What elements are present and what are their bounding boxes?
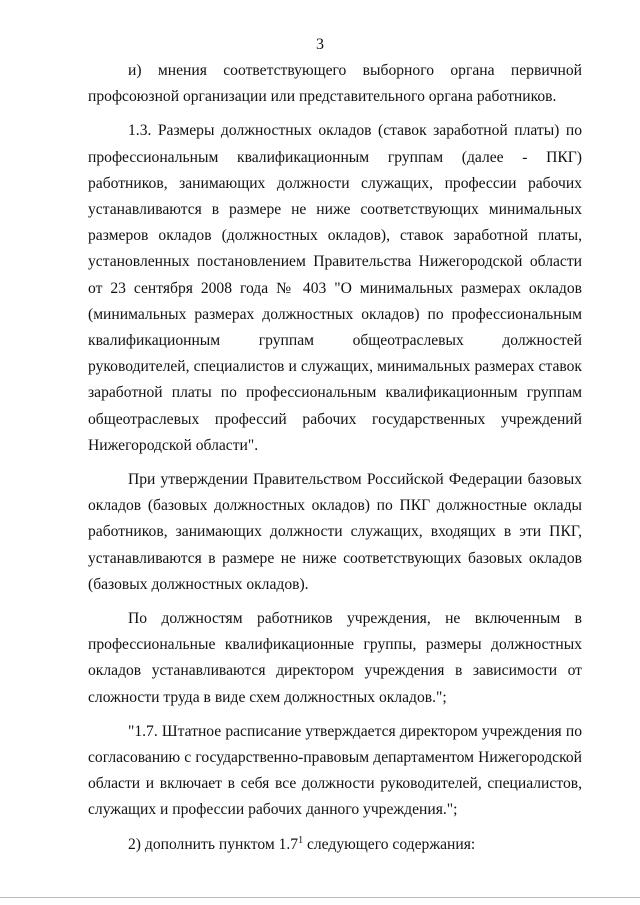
paragraph-section-1-7: "1.7. Штатное расписание утверждается директором учреждения по согласованию с государственно-правовым департаментом Нижегородской области и включает в себя все должности руководителей, специалистов, служащих и профессии рабочих данного учреждения."; bbox=[88, 722, 582, 819]
document-body bbox=[88, 58, 582, 858]
paragraph-unlisted-positions: По должностям работников учреждения, не включенным в профессиональные квалификационные группы, размеры должностных окладов устанавливаются директором учреждения в зависимости от сложности труда в виде схем должностных окладов."; bbox=[88, 610, 582, 706]
item-2-suffix: следующего содержания: bbox=[303, 835, 476, 853]
item-2-prefix: 2) дополнить пунктом 1.7 bbox=[128, 835, 299, 853]
paragraph-section-1-3: 1.3. Размеры должностных окладов (ставок заработной платы) по профессиональным квалификационным группам (далее - ПКГ) работников, занимающих должности служащих, профессии рабочих устанавливаются в размере не ниже соответствующих минимальных размеров окладов (должностных окладов), ставок заработной платы, установленных постановлением Правительства Нижегородской области от 23 сентября 2008 года № 403 "О минимальных размерах окладов (минимальных размерах должностных окладов) по профессиональным квалификационным группам общеотраслевых должностей руководителей, специалистов и служащих, минимальных размерах ставок заработной платы по профессиональным квалификационным группам общеотраслевых профессий рабочих государственных учреждений Нижегородской области". bbox=[88, 122, 582, 454]
paragraph-base-salaries: При утверждении Правительством Российской Федерации базовых окладов (базовых должностных окладов) по ПКГ должностные оклады работников, занимающих должности служащих, входящих в эти ПКГ, устанавливаются в размере не ниже соответствующих базовых окладов (базовых должностных окладов). bbox=[88, 471, 582, 593]
item-2-superscript: 1 bbox=[298, 834, 304, 846]
page-number: 3 bbox=[316, 36, 324, 53]
paragraph-item-2 bbox=[88, 832, 582, 858]
paragraph-item-i: и) мнения соответствующего выборного органа первичной профсоюзной организации или представительного органа работников. bbox=[88, 62, 582, 106]
page-bottom-edge bbox=[0, 897, 640, 898]
